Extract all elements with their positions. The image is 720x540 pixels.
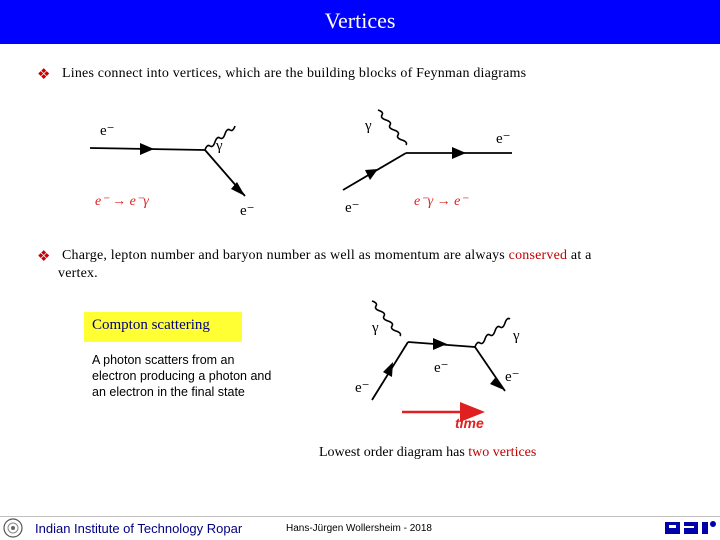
arrow-icon xyxy=(433,338,447,350)
label-gamma-out: γ xyxy=(513,328,520,344)
institute-logo-icon xyxy=(2,517,24,539)
compton-diagram xyxy=(355,301,520,431)
diamond-bullet-icon: ❖ xyxy=(37,247,51,265)
two-vertices-highlight: two vertices xyxy=(468,445,537,460)
bullet-2-text-c: at a xyxy=(567,248,592,263)
photon-wavy-line xyxy=(378,110,407,145)
bullet-2-text-line2: vertex. xyxy=(58,266,98,281)
lowest-order-text-a: Lowest order diagram has xyxy=(319,445,469,460)
bullet-2-text-a: Charge, lepton number and baryon number as well as momentum are always xyxy=(62,248,509,263)
label-gamma: γ xyxy=(216,138,223,154)
reaction-2: e⁻γ → e⁻ xyxy=(414,194,468,209)
arrow-icon xyxy=(452,147,466,159)
compton-title: Compton scattering xyxy=(92,317,210,333)
label-e-out: e⁻ xyxy=(496,131,511,147)
diagram-2 xyxy=(343,110,512,216)
slide-title: Vertices xyxy=(324,8,396,33)
bullet-1-text: Lines connect into vertices, which are the building blocks of Feynman diagrams xyxy=(62,66,527,81)
lowest-order-text xyxy=(319,445,536,461)
arrow-icon xyxy=(365,169,378,180)
label-e-out: e⁻ xyxy=(240,203,255,219)
arrow-icon xyxy=(231,182,245,196)
footer-divider xyxy=(0,516,720,517)
arrow-icon xyxy=(383,362,393,377)
label-e-in: e⁻ xyxy=(345,200,360,216)
gsi-logo xyxy=(664,518,718,538)
label-gamma: γ xyxy=(365,118,372,134)
arrow-icon xyxy=(140,143,154,155)
outgoing-electron-line xyxy=(475,347,505,391)
time-label: time xyxy=(455,415,484,431)
footer-author: Hans-Jürgen Wollersheim - 2018 xyxy=(286,523,432,534)
label-e-mid: e⁻ xyxy=(434,360,449,376)
conserved-highlight: conserved xyxy=(508,248,568,263)
reaction-1: e⁻ → e⁻γ xyxy=(95,194,149,209)
photon-wavy-line xyxy=(475,319,510,348)
diagram-1 xyxy=(90,123,255,219)
diamond-bullet-icon: ❖ xyxy=(37,65,51,83)
label-e-in: e⁻ xyxy=(355,380,370,396)
label-e-in: e⁻ xyxy=(100,123,115,139)
footer-institution: Indian Institute of Technology Ropar xyxy=(35,521,243,536)
compton-description: A photon scatters from an electron producing a photon and an electron in the final state xyxy=(92,353,272,399)
label-gamma-in: γ xyxy=(372,320,379,336)
label-e-out: e⁻ xyxy=(505,369,520,385)
